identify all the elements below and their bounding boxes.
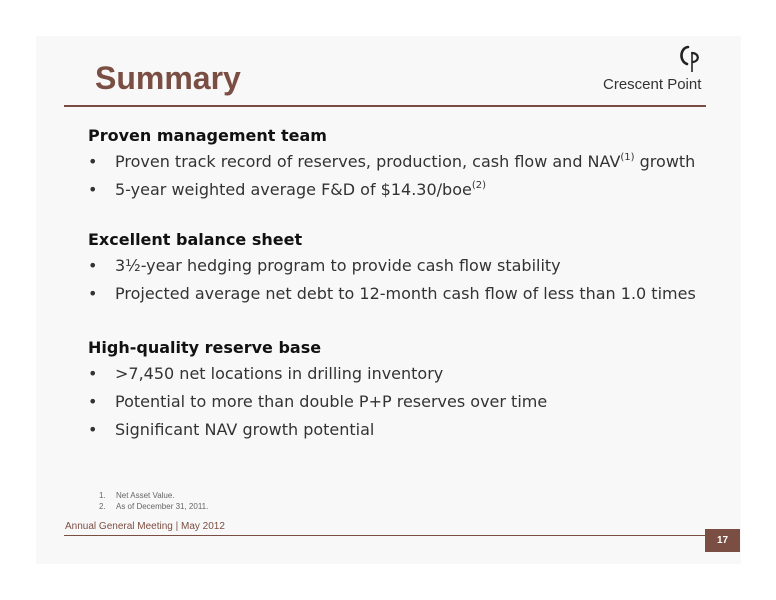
bullet-text: >7,450 net locations in drilling inventory <box>115 364 444 383</box>
bullet-text: Proven track record of reserves, production, cash flow and NAV <box>115 152 621 171</box>
bullet-item <box>88 418 708 442</box>
footnotes <box>99 490 208 512</box>
bullet-item <box>88 362 708 386</box>
spacer <box>88 306 708 336</box>
bullet-dot: • <box>88 180 98 199</box>
footer-divider <box>64 535 706 536</box>
section-heading: High-quality reserve base <box>88 338 322 357</box>
bullet-dot: • <box>88 364 98 383</box>
footnote-number: 1. <box>99 491 106 500</box>
bullet-text: Potential to more than double P+P reserves over time <box>115 392 548 411</box>
bullet-text: Projected average net debt to 12-month cash flow of less than 1.0 times <box>115 284 696 303</box>
bullet-dot: • <box>88 284 98 303</box>
footnote-text: As of December 31, 2011. <box>116 502 209 511</box>
bullet-item <box>88 178 708 202</box>
slide-content <box>88 124 708 442</box>
logo-wordmark: Crescent Point <box>603 76 702 93</box>
bullet-item <box>88 282 708 306</box>
bullet-dot: • <box>88 152 98 171</box>
footnote-text: Net Asset Value. <box>116 491 175 500</box>
bullet-item <box>88 254 708 278</box>
bullet-dot: • <box>88 256 98 275</box>
crescent-logo-icon <box>676 44 704 74</box>
section-heading: Excellent balance sheet <box>88 230 303 249</box>
bullet-text: 5-year weighted average F&D of $14.30/boe <box>115 180 472 199</box>
footnote-ref: (1) <box>620 152 635 163</box>
footer-label: Annual General Meeting | May 2012 <box>65 521 225 532</box>
title-divider <box>64 105 706 107</box>
bullet-text: 3½-year hedging program to provide cash flow stability <box>115 256 561 275</box>
footnote <box>99 490 208 501</box>
section-heading: Proven management team <box>88 126 327 145</box>
bullet-dot: • <box>88 392 98 411</box>
company-logo <box>600 44 704 96</box>
bullet-item <box>88 390 708 414</box>
footnote-number: 2. <box>99 502 106 511</box>
page-number: 17 <box>705 529 740 552</box>
bullet-item <box>88 150 708 174</box>
bullet-text-tail: growth <box>634 152 696 171</box>
footnote <box>99 501 208 512</box>
bullet-dot: • <box>88 420 98 439</box>
spacer <box>88 202 708 228</box>
slide-title: Summary <box>95 60 241 96</box>
footnote-ref: (2) <box>471 180 486 191</box>
bullet-text: Significant NAV growth potential <box>115 420 375 439</box>
